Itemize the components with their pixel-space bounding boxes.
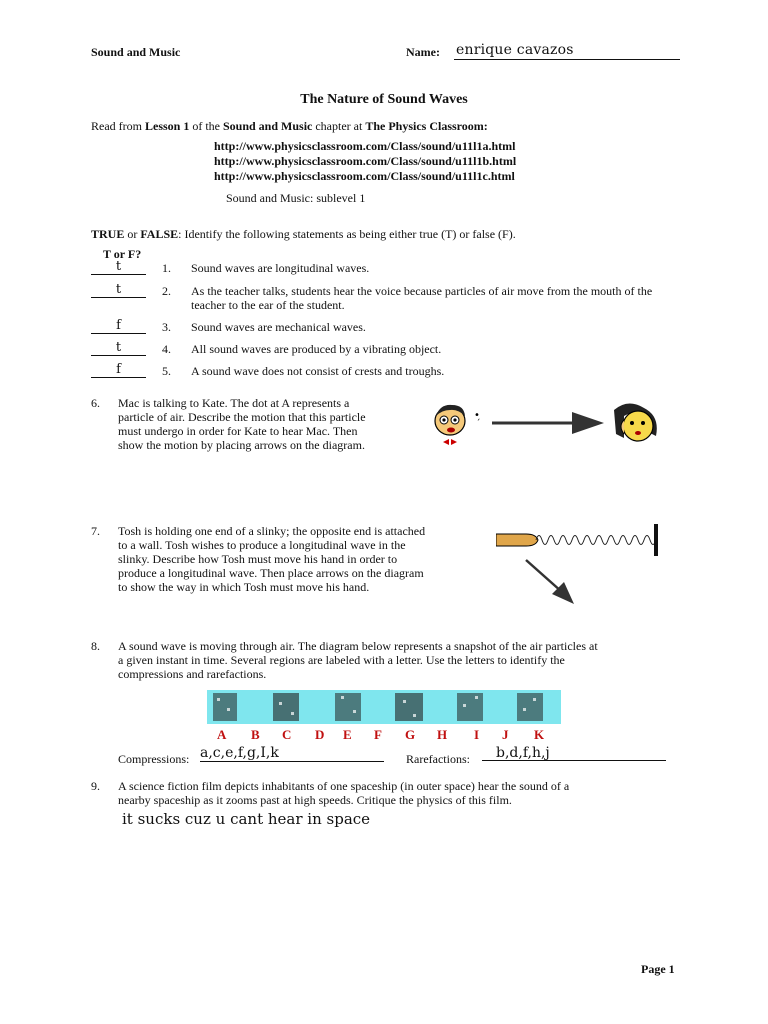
tf-item-number: 1.: [162, 261, 171, 275]
region-letter: C: [282, 727, 292, 742]
question-line: slinky. Describe how Tosh must move his hand in order to: [118, 552, 398, 566]
question-line: Tosh is holding one end of a slinky; the opposite end is attached: [118, 524, 426, 538]
region-letter: I: [474, 727, 480, 742]
air-particles-image: [207, 690, 561, 724]
question-7-text: [118, 524, 425, 594]
header-course-title: Sound and Music: [91, 45, 181, 59]
intro-mid2: chapter at: [312, 119, 366, 133]
url-link[interactable]: http://www.physicsclassroom.com/Class/sound/u11l1b.html: [214, 154, 517, 168]
intro-lesson: Lesson 1: [144, 119, 190, 133]
question-line: compressions and rarefactions.: [118, 667, 267, 681]
question-number: 9.: [91, 779, 100, 793]
tf-instructions: [91, 227, 516, 242]
dot-a-marker: •: [474, 410, 480, 421]
name-field[interactable]: enrique cavazos: [454, 42, 680, 60]
tf-item-text: As the teacher talks, students hear the voice because particles of air move from the mouth of the teacher to the ear of the student.: [191, 284, 653, 312]
tf-answer-field[interactable]: t: [91, 340, 146, 356]
intro-text: [91, 119, 488, 134]
region-letter: D: [315, 727, 325, 742]
tf-column-header: T or F?: [103, 247, 142, 261]
page-title: The Nature of Sound Waves: [300, 92, 468, 107]
compressions-field[interactable]: a,c,e,f,g,I,k: [200, 745, 384, 762]
question-9-text: [118, 779, 569, 807]
region-letter: K: [534, 727, 545, 742]
question-8-text: [118, 639, 598, 681]
question-line: A science fiction film depicts inhabitants of one spaceship (in outer space) hear the sound of a: [118, 779, 570, 793]
mac-kate-diagram: [428, 396, 668, 456]
region-letter: F: [374, 727, 382, 742]
question-number: 7.: [91, 524, 100, 538]
tf-item-text: Sound waves are longitudinal waves.: [191, 261, 370, 275]
tf-item-number: 4.: [162, 342, 171, 356]
mac-face-icon: [435, 405, 465, 445]
region-letter: B: [251, 727, 260, 742]
tf-item-number: 3.: [162, 320, 171, 334]
tf-true-label: TRUE: [91, 227, 125, 241]
question-number: 8.: [91, 639, 100, 653]
intro-site: The Physics Classroom:: [365, 119, 488, 133]
tf-false-label: FALSE: [140, 227, 179, 241]
question-line: must undergo in order for Kate to hear Mac. Then: [118, 424, 358, 438]
wall-icon: [654, 524, 658, 556]
page-number: Page 1: [641, 962, 675, 976]
tf-item-text: All sound waves are produced by a vibrating object.: [191, 342, 442, 356]
slinky-coil-icon: [536, 536, 656, 545]
region-letter: H: [437, 727, 448, 742]
tf-item-text: A sound wave does not consist of crests and troughs.: [191, 364, 445, 378]
tf-answer-field[interactable]: t: [91, 259, 146, 275]
compressions-label: Compressions:: [118, 752, 190, 766]
url-link[interactable]: http://www.physicsclassroom.com/Class/sound/u11l1a.html: [214, 139, 516, 153]
region-letter: G: [405, 727, 416, 742]
svg-text:´: ´: [476, 419, 481, 429]
rarefactions-label: Rarefactions:: [406, 752, 470, 766]
kate-face-icon: [614, 403, 657, 441]
rarefactions-field[interactable]: b,d,f,h,j: [482, 745, 666, 761]
region-letter: J: [502, 727, 509, 742]
question-line: Mac is talking to Kate. The dot at A represents a: [118, 396, 350, 410]
question-6-text: [118, 396, 366, 452]
region-letter: A: [217, 727, 227, 742]
arrow-icon: [526, 560, 574, 604]
question-line: nearby spaceship as it zooms past at high speeds. Critique the physics of this film.: [118, 793, 512, 807]
slinky-diagram: [496, 522, 666, 608]
tf-answer-field[interactable]: f: [91, 362, 146, 378]
region-letter: E: [343, 727, 352, 742]
name-label: Name:: [406, 45, 440, 59]
tf-answer-field[interactable]: f: [91, 318, 146, 334]
question-line: a given instant in time. Several regions are labeled with a letter. Use the letters to identify the: [118, 653, 565, 667]
question-line: to show the way in which Tosh must move his hand.: [118, 580, 370, 594]
question-9-answer[interactable]: it sucks cuz u cant hear in space: [122, 810, 371, 828]
arrow-icon: [492, 412, 604, 434]
question-line: show the motion by placing arrows on the diagram.: [118, 438, 365, 452]
intro-prefix: Read from: [91, 119, 145, 133]
question-line: particle of air. Describe the motion that this particle: [118, 410, 366, 424]
question-line: A sound wave is moving through air. The diagram below represents a snapshot of the air particles at: [118, 639, 598, 653]
sublevel-label: Sound and Music: sublevel 1: [226, 191, 366, 205]
url-link[interactable]: http://www.physicsclassroom.com/Class/sound/u11l1c.html: [214, 169, 515, 183]
tf-or-label: or: [124, 227, 141, 241]
question-line: to a wall. Tosh wishes to produce a longitudinal wave in the: [118, 538, 406, 552]
tf-instruction-text: : Identify the following statements as being either true (T) or false (F).: [178, 227, 516, 241]
tf-item-text: Sound waves are mechanical waves.: [191, 320, 366, 334]
tf-item-number: 2.: [162, 284, 171, 298]
particle-pattern-icon: [207, 690, 561, 724]
intro-chapter: Sound and Music: [222, 119, 313, 133]
hand-icon: [496, 534, 538, 546]
tf-item-number: 5.: [162, 364, 171, 378]
question-number: 6.: [91, 396, 100, 410]
intro-mid1: of the: [189, 119, 223, 133]
question-line: produce a longitudinal wave. Then place arrows on the diagram: [118, 566, 424, 580]
tf-answer-field[interactable]: t: [91, 282, 146, 298]
